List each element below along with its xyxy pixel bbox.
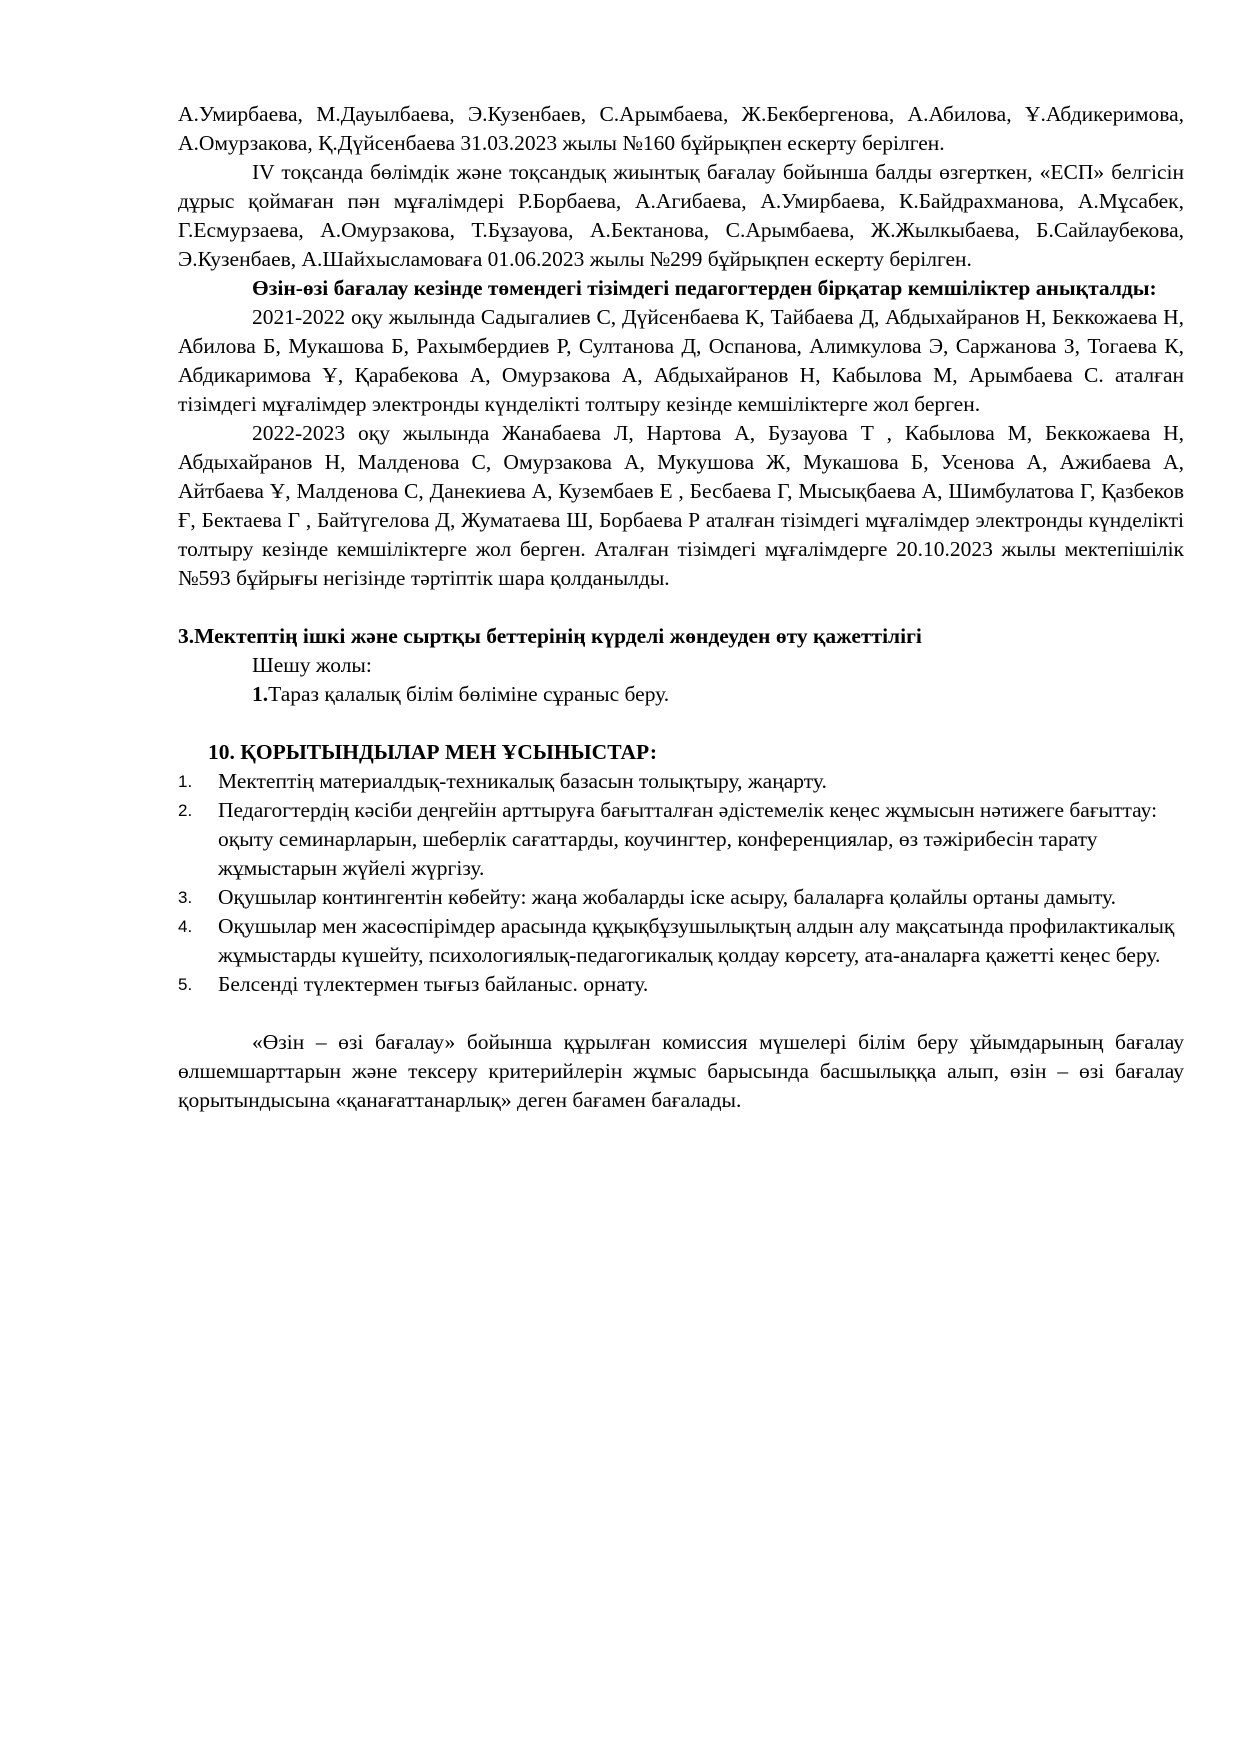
spacer bbox=[178, 709, 1184, 738]
list-item-number: 1. bbox=[178, 772, 193, 791]
document-page bbox=[178, 100, 1184, 1115]
list-item bbox=[178, 796, 1184, 883]
heading-repair-need: 3.Мектептің ішкі және сыртқы беттерінің күрделі жөндеуден өту қажеттілігі bbox=[178, 624, 922, 648]
solution-number: 1. bbox=[252, 682, 269, 706]
list-item-text: Оқушылар контингентін көбейту: жаңа жобаларды іске асыру, балаларға қолайлы ортаны дамыту. bbox=[218, 885, 1117, 909]
spacer bbox=[178, 593, 1184, 622]
paragraph-final-assessment: «Өзін – өзі бағалау» бойынша құрылған комиссия мүшелері білім беру ұйымдарының бағалау өлшемшарттарын және тексеру критерийлерін жұмыс барысында басшылыққа алып, өзін – өзі бағалау қорытындысына «қанағаттанарлық» деген бағамен бағалады. bbox=[178, 1030, 1184, 1112]
list-item-number: 5. bbox=[178, 975, 193, 994]
paragraph-warning-160: А.Умирбаева, М.Дауылбаева, Э.Кузенбаев, С.Арымбаева, Ж.Бекбергенова, А.Абилова, Ұ.Абдикеримова, А.Омурзакова, Қ.Дүйсенбаева 31.03.2023 жылы №160 бұйрықпен ескерту берілген. bbox=[178, 102, 1184, 155]
list-item-number: 2. bbox=[178, 801, 193, 820]
list-item-text: Белсенді түлектермен тығыз байланыс. орнату. bbox=[218, 972, 649, 996]
list-item bbox=[178, 912, 1184, 970]
list-item-number: 3. bbox=[178, 888, 193, 907]
list-item bbox=[178, 767, 1184, 796]
heading-self-evaluation: Өзін-өзі бағалау кезінде төмендегі тізімдегі педагогтерден бірқатар кемшіліктер анықталды: bbox=[252, 276, 1157, 300]
paragraph-warning-299: IV тоқсанда бөлімдік және тоқсандық жиынтық бағалау бойынша балды өзгерткен, «ЕСП» белгісін дұрыс қоймаған пән мұғалімдері Р.Борбаева, А.Агибаева, А.Умирбаева, К.Байдрахманова, А.Мұсабек, Г.Есмурзаева, А.Омурзакова, Т.Бұзауова, А.Бектанова, С.Арымбаева, Ж.Жылкыбаева, Б.Сайлаубекова, Э.Кузенбаев, А.Шайхысламоваға 01.06.2023 жылы №299 бұйрықпен ескерту берілген. bbox=[178, 160, 1184, 271]
list-item-number: 4. bbox=[178, 917, 193, 936]
list-item bbox=[178, 883, 1184, 912]
conclusions-title: 10. ҚОРЫТЫНДЫЛАР МЕН ҰСЫНЫСТАР: bbox=[208, 740, 658, 764]
paragraph-2021-2022: 2021-2022 оқу жылында Садыгалиев С, Дүйсенбаева К, Тайбаева Д, Абдыхайранов Н, Беккожаева Н, Абилова Б, Мукашова Б, Рахымбердиев Р, Султанова Д, Оспанова, Алимкулова Э, Саржанова З, Тогаева К, Абдикаримова Ұ, Қарабекова А, Омурзакова А, Абдыхайранов Н, Кабылова М, Арымбаева С. аталған тізімдегі мұғалімдер электронды күнделікті толтыру кезінде кемшіліктерге жол берген. bbox=[178, 305, 1184, 416]
solution-text: Тараз қалалық білім бөліміне сұраныс беру. bbox=[268, 682, 670, 706]
recommendations-list bbox=[178, 767, 1184, 999]
spacer bbox=[178, 999, 1184, 1028]
list-item-text: Мектептің материалдық-техникалық базасын толықтыру, жаңарту. bbox=[218, 769, 827, 793]
solution-item bbox=[178, 680, 1184, 709]
paragraph-2022-2023: 2022-2023 оқу жылында Жанабаева Л, Нартова А, Бузауова Т , Кабылова М, Беккожаева Н, Абдыхайранов Н, Малденова С, Омурзакова А, Мукушова Ж, Мукашова Б, Усенова А, Ажибаева А, Айтбаева Ұ, Малденова С, Данекиева А, Кузембаев Е , Бесбаева Г, Мысықбаева А, Шимбулатова Г, Қазбеков Ғ, Бектаева Г , Байтүгелова Д, Жуматаева Ш, Борбаева Р аталған тізімдегі мұғалімдер электронды күнделікті толтыру кезінде кемшіліктерге жол берген. Аталған тізімдегі мұғалімдерге 20.10.2023 жылы мектепішілік №593 бұйрығы негізінде тәртіптік шара қолданылды. bbox=[178, 421, 1184, 590]
solution-label: Шешу жолы: bbox=[252, 653, 372, 677]
list-item-text: Оқушылар мен жасөспірімдер арасында құқықбұзушылықтың алдын алу мақсатында профилактикалық жұмыстарды күшейту, психологиялық-педагогикалық қолдау көрсету, ата-аналарға қажетті кеңес беру. bbox=[218, 914, 1175, 967]
list-item-text: Педагогтердің кәсіби деңгейін арттыруға бағытталған әдістемелік кеңес жұмысын нәтижеге бағыттау: оқыту семинарларын, шеберлік сағаттарды, коучингтер, конференциялар, өз тәжірибесін тарату жұмыстарын жүйелі жүргізу. bbox=[218, 798, 1158, 880]
list-item bbox=[178, 970, 1184, 999]
